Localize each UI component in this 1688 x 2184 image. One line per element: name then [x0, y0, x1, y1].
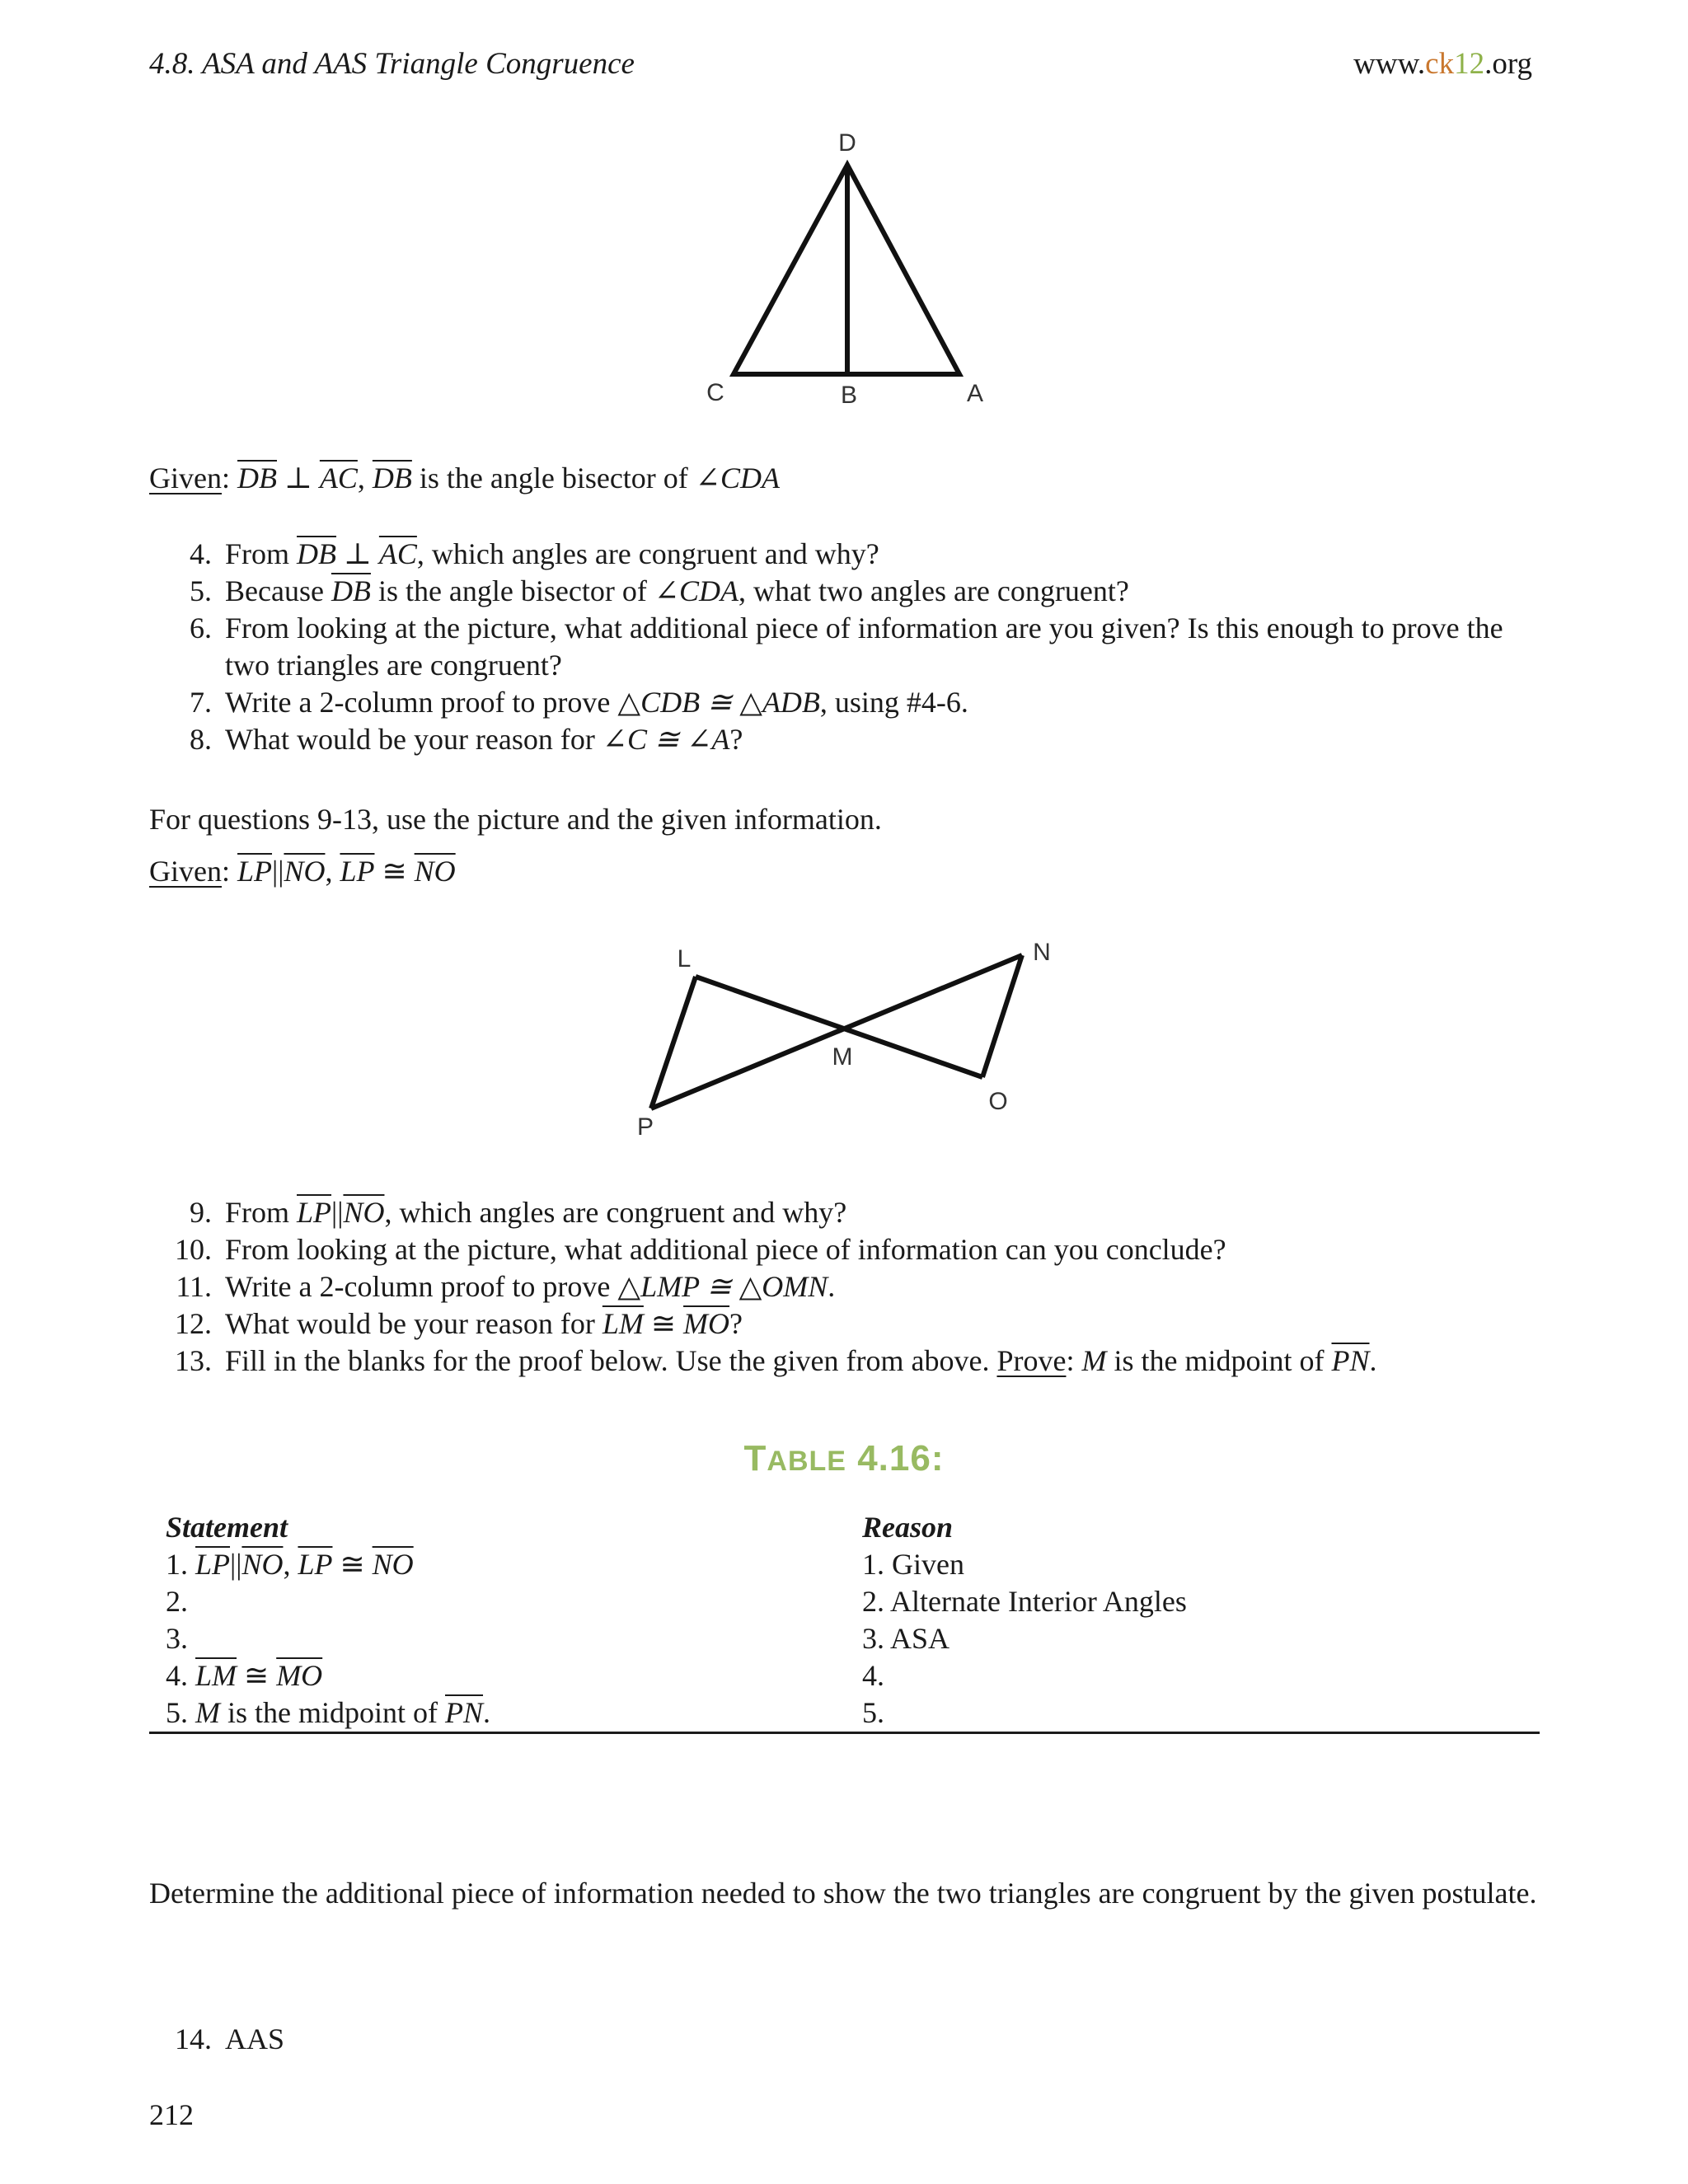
- site-ck: ck: [1425, 47, 1455, 81]
- question-number: 11.: [176, 1270, 212, 1303]
- question-text: From: [225, 1196, 298, 1229]
- question-text: AAS: [225, 2022, 285, 2055]
- seg-ac: $\overline{AC}$: [378, 537, 417, 570]
- question-number: 13.: [175, 1344, 212, 1377]
- reason-cell: 2. Alternate Interior Angles: [862, 1585, 1187, 1618]
- question-list-9-13: [149, 1194, 1542, 1380]
- vertex-label-l: L: [677, 945, 692, 972]
- question-5: [149, 573, 1542, 610]
- perp-symbol: ⊥: [277, 462, 320, 494]
- question-text: , which angles are congruent and why?: [416, 537, 879, 570]
- separator: ,: [325, 855, 340, 888]
- separator: ,: [357, 462, 373, 494]
- seg-no: $\overline{NO}$: [372, 1548, 414, 1581]
- proof-table: [149, 1509, 1540, 1734]
- angle-cda: ∠CDA: [654, 574, 739, 607]
- question-list-4-8: [149, 536, 1542, 758]
- question-list-14: [149, 2021, 1542, 2058]
- segment-lp: [651, 977, 696, 1108]
- congruent-symbol: ≅: [374, 855, 415, 888]
- question-text: What would be your reason for: [225, 1307, 603, 1340]
- separator: ,: [283, 1548, 298, 1581]
- table-header-row: [149, 1509, 1540, 1546]
- statement-cell: [149, 1546, 846, 1583]
- point-m: M: [1081, 1344, 1107, 1377]
- given-label: Given: [149, 855, 222, 888]
- parallel-symbol: ||: [272, 855, 284, 888]
- seg-lm: $\overline{LM}$: [195, 1659, 237, 1692]
- congruence-expression: △LMP ≅ △OMN: [617, 1270, 828, 1303]
- question-12: [149, 1305, 1542, 1343]
- given-text: is the angle bisector of: [411, 462, 696, 494]
- seg-no: $\overline{NO}$: [284, 855, 326, 888]
- header-statement: Statement: [166, 1511, 288, 1544]
- page-number: 212: [149, 2098, 194, 2131]
- question-text: Because: [225, 574, 331, 607]
- site-prefix: www.: [1353, 47, 1426, 81]
- question-text: Write a 2-column proof to prove: [225, 1270, 618, 1303]
- question-8: [149, 721, 1542, 758]
- vertex-label-p: P: [636, 1113, 654, 1141]
- seg-no: $\overline{NO}$: [414, 855, 456, 888]
- point-m: M: [195, 1696, 220, 1729]
- seg-db: $\overline{DB}$: [331, 574, 371, 607]
- site-12: 12: [1454, 47, 1485, 81]
- vertex-label-b: B: [840, 382, 858, 409]
- question-number: 4.: [190, 537, 212, 570]
- question-text: , which angles are congruent and why?: [384, 1196, 847, 1229]
- statement-text: is the midpoint of: [220, 1696, 445, 1729]
- question-text: , using #4-6.: [819, 686, 968, 719]
- vertex-label-a: A: [966, 380, 984, 407]
- instruction-text: Determine the additional piece of information needed to show the two triangles are congruent by the given postulate.: [149, 1877, 1537, 1910]
- seg-lp: $\overline{LP}$: [237, 855, 273, 888]
- question-7: [149, 684, 1542, 721]
- question-text: Write a 2-column proof to prove: [225, 686, 618, 719]
- seg-lm: $\overline{LM}$: [602, 1307, 644, 1340]
- seg-pn: $\overline{PN}$: [1331, 1344, 1370, 1377]
- question-13: [149, 1343, 1542, 1380]
- question-number: 12.: [175, 1307, 212, 1340]
- question-11: [149, 1268, 1542, 1305]
- table-row: [149, 1583, 1540, 1620]
- question-number: 6.: [190, 612, 212, 644]
- congruence-expression: ∠C ≅ ∠A: [602, 723, 730, 756]
- table-caption: [0, 1438, 1688, 1479]
- reason-cell: 4.: [862, 1659, 884, 1692]
- table-row: [149, 1546, 1540, 1583]
- congruent-symbol: ≅: [237, 1659, 277, 1692]
- question-text: is the angle bisector of: [370, 574, 654, 607]
- question-text: What would be your reason for: [225, 723, 603, 756]
- bowtie-triangles-figure: [618, 927, 1080, 1154]
- parallel-symbol: ||: [331, 1196, 344, 1229]
- row-number: 5.: [166, 1696, 195, 1729]
- reason-cell: 3. ASA: [862, 1622, 950, 1655]
- row-number: 1.: [166, 1548, 195, 1581]
- question-text: From looking at the picture, what additional piece of information can you conclude?: [225, 1233, 1226, 1266]
- seg-pn: $\overline{PN}$: [445, 1696, 484, 1729]
- reason-cell: 5.: [846, 1694, 1540, 1733]
- seg-lp: $\overline{LP}$: [297, 1196, 332, 1229]
- seg-mo: $\overline{MO}$: [683, 1307, 730, 1340]
- congruent-symbol: ≅: [643, 1307, 684, 1340]
- congruent-symbol: ≅: [332, 1548, 373, 1581]
- question-text: ?: [729, 723, 743, 756]
- question-number: 14.: [175, 2022, 212, 2055]
- separator: :: [1066, 1344, 1082, 1377]
- seg-lp: $\overline{LP}$: [340, 855, 375, 888]
- congruence-expression: △CDB ≅ △ADB: [617, 686, 820, 719]
- question-text: is the midpoint of: [1106, 1344, 1332, 1377]
- vertex-label-d: D: [838, 129, 856, 157]
- seg-db: $\overline{DB}$: [297, 537, 337, 570]
- statement-cell: 2.: [166, 1585, 188, 1618]
- vertex-label-c: C: [706, 379, 724, 406]
- triangle-cda-figure: [676, 124, 1022, 416]
- question-text: .: [1369, 1344, 1377, 1377]
- question-14: [149, 2021, 1542, 2058]
- caption-number: 4.16:: [846, 1438, 945, 1479]
- header-reason: Reason: [862, 1511, 954, 1544]
- question-number: 7.: [190, 686, 212, 719]
- given-statement-1: Given: $\overline{DB}$ ⊥ $\overline{AC}$, $\overline{DB}$ is the angle bisector of ∠CDA: [149, 462, 780, 494]
- statement-cell: [149, 1694, 846, 1733]
- question-text: .: [828, 1270, 836, 1303]
- statement-cell: [149, 1657, 846, 1694]
- seg-lp: $\overline{LP}$: [298, 1548, 333, 1581]
- angle-cda: ∠CDA: [695, 462, 780, 494]
- question-text: ?: [729, 1307, 743, 1340]
- reason-cell: 1. Given: [862, 1548, 964, 1581]
- question-9: [149, 1194, 1542, 1231]
- vertex-label-o: O: [988, 1088, 1008, 1115]
- given-label: Given: [149, 462, 222, 494]
- prove-label: Prove: [996, 1344, 1067, 1377]
- statement-cell: 3.: [166, 1622, 188, 1655]
- question-number: 5.: [190, 574, 212, 607]
- seg-lp: $\overline{LP}$: [195, 1548, 231, 1581]
- running-header-section: 4.8. ASA and AAS Triangle Congruence: [149, 47, 635, 81]
- question-number: 8.: [190, 723, 212, 756]
- question-number: 10.: [175, 1233, 212, 1266]
- seg-mo: $\overline{MO}$: [276, 1659, 323, 1692]
- vertex-label-n: N: [1033, 939, 1051, 966]
- vertex-label-m: M: [832, 1043, 853, 1071]
- question-text: From: [225, 537, 298, 570]
- question-text: From looking at the picture, what additional piece of information are you given? Is this enough to prove the two triangles are congruent?: [225, 612, 1503, 682]
- statement-text: .: [483, 1696, 491, 1729]
- question-text: , what two angles are congruent?: [738, 574, 1129, 607]
- caption-small-caps: ABLE: [767, 1446, 846, 1477]
- seg-no: $\overline{NO}$: [241, 1548, 284, 1581]
- table-row: [149, 1694, 1540, 1733]
- seg-no: $\overline{NO}$: [343, 1196, 385, 1229]
- given-statement-2: Given: $\overline{LP}||\overline{NO}$, $\overline{LP}$ ≅ $\overline{NO}$: [149, 855, 456, 888]
- caption-initial: T: [743, 1438, 767, 1479]
- site-suffix: .org: [1484, 47, 1532, 81]
- question-number: 9.: [190, 1196, 212, 1229]
- question-10: [149, 1231, 1542, 1268]
- perp-symbol: ⊥: [336, 537, 379, 570]
- intro-questions-9-13: For questions 9-13, use the picture and the given information.: [149, 803, 882, 836]
- table-row: [149, 1657, 1540, 1694]
- question-6: [149, 610, 1542, 684]
- row-number: 4.: [166, 1659, 195, 1692]
- running-header-site[interactable]: [1353, 46, 1532, 82]
- table-row: [149, 1620, 1540, 1657]
- parallel-symbol: ||: [230, 1548, 242, 1581]
- seg-ac: $\overline{AC}$: [319, 462, 358, 494]
- question-text: Fill in the blanks for the proof below. Use the given from above.: [225, 1344, 997, 1377]
- segment-no: [982, 955, 1022, 1077]
- seg-db: $\overline{DB}$: [237, 462, 277, 494]
- question-4: [149, 536, 1542, 573]
- seg-db: $\overline{DB}$: [372, 462, 412, 494]
